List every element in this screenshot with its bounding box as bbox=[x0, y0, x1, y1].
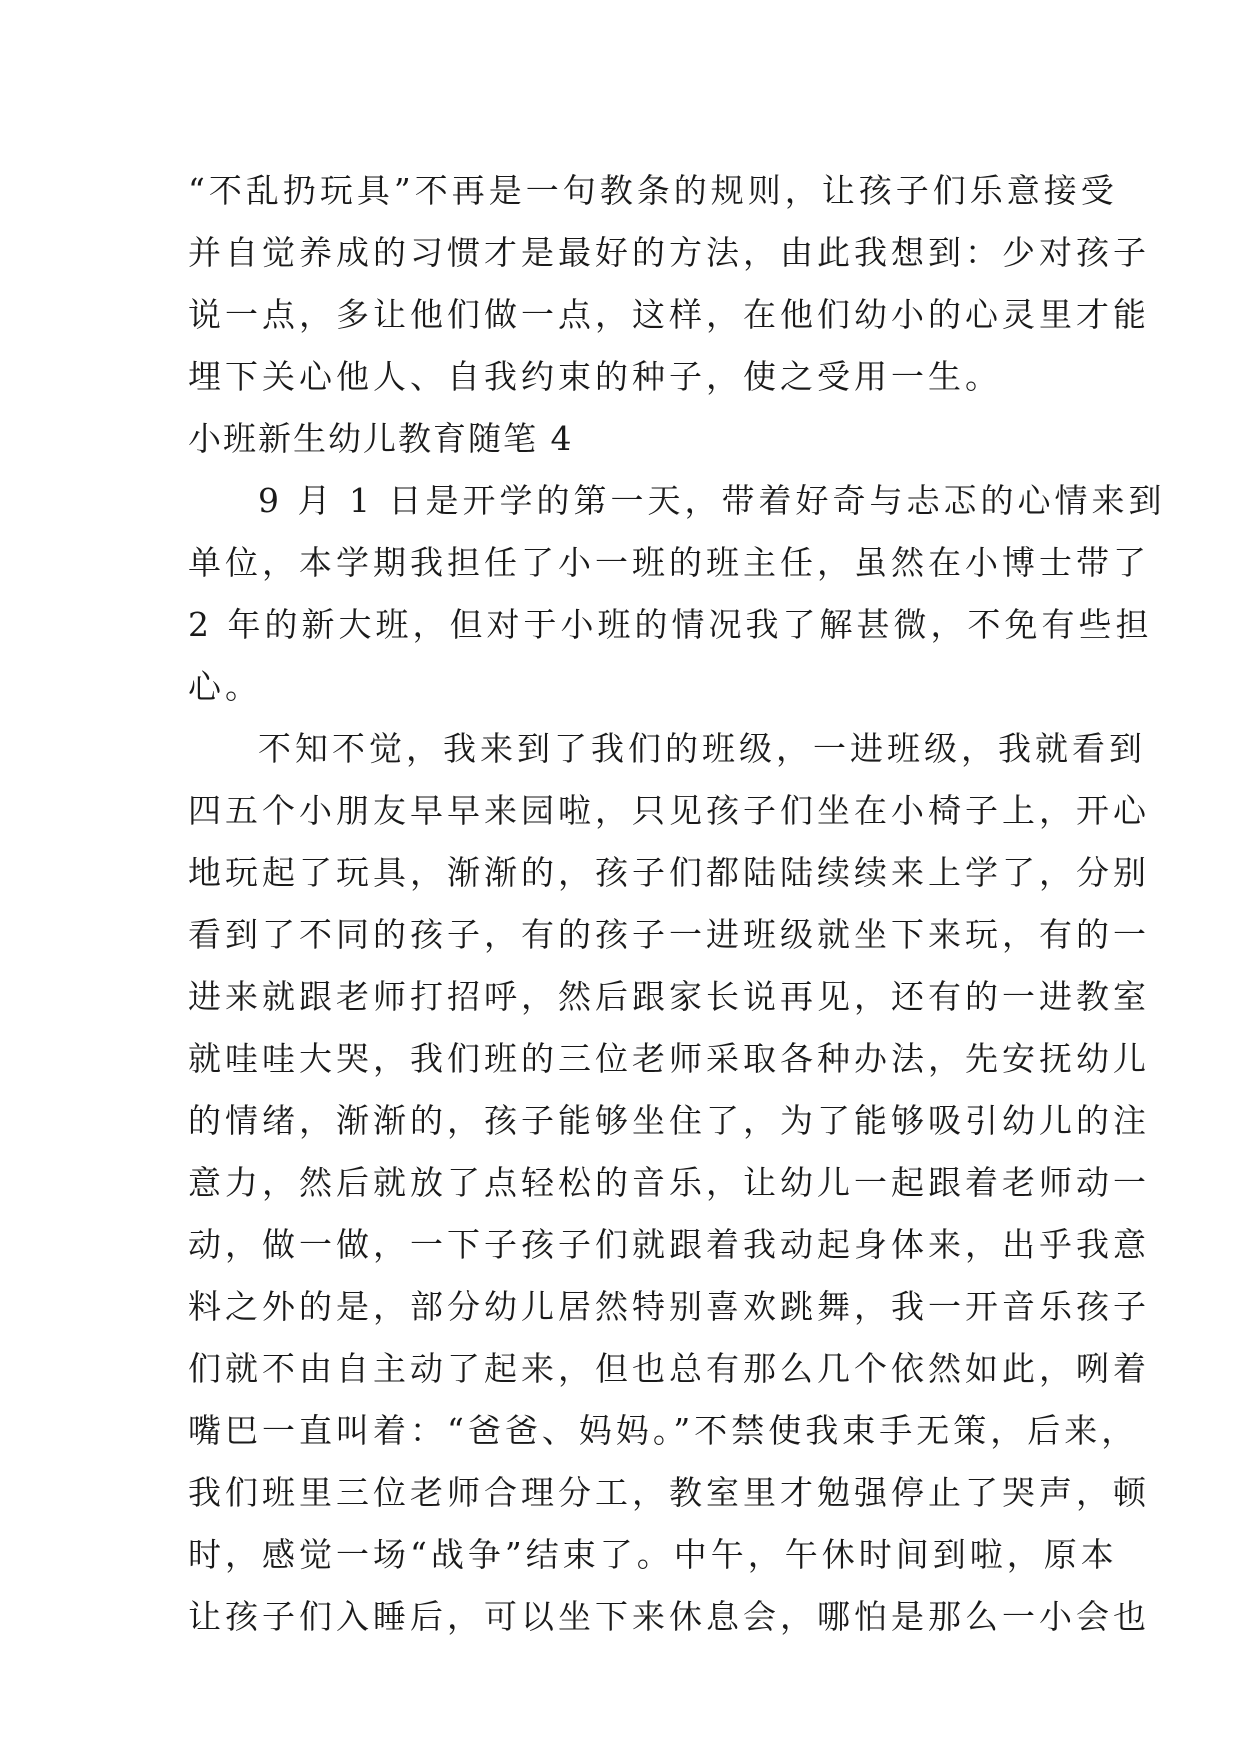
text-line: 的情绪，渐渐的，孩子能够坐住了，为了能够吸引幼儿的注 bbox=[188, 1101, 1150, 1140]
text-line: 四五个小朋友早早来园啦，只见孩子们坐在小椅子上，开心 bbox=[188, 791, 1150, 830]
text-line: 料之外的是，部分幼儿居然特别喜欢跳舞，我一开音乐孩子 bbox=[188, 1287, 1150, 1326]
text-line: 9 月 1 日是开学的第一天，带着好奇与忐忑的心情来到 bbox=[258, 481, 1166, 520]
text-line: 2 年的新大班，但对于小班的情况我了解甚微，不免有些担 bbox=[188, 605, 1153, 644]
paragraph-1 bbox=[188, 470, 1166, 718]
text-line: 就哇哇大哭，我们班的三位老师采取各种办法，先安抚幼儿 bbox=[188, 1039, 1150, 1078]
text-line: 进来就跟老师打招呼，然后跟家长说再见，还有的一进教室 bbox=[188, 977, 1150, 1016]
document-body bbox=[188, 160, 1166, 1648]
text-line: 埋下关心他人、自我约束的种子，使之受用一生。 bbox=[188, 357, 1002, 396]
text-line: 嘴巴一直叫着：“爸爸、妈妈。”不禁使我束手无策，后来， bbox=[188, 1411, 1139, 1450]
text-line: 地玩起了玩具，渐渐的，孩子们都陆陆续续来上学了，分别 bbox=[188, 853, 1150, 892]
text-line: 动，做一做，一下子孩子们就跟着我动起身体来，出乎我意 bbox=[188, 1225, 1150, 1264]
text-line: 心。 bbox=[188, 667, 262, 706]
text-line: 让孩子们入睡后，可以坐下来休息会，哪怕是那么一小会也 bbox=[188, 1597, 1150, 1636]
text-line: 时，感觉一场“战争”结束了。中午，午休时间到啦，原本 bbox=[188, 1535, 1118, 1574]
text-line: 意力，然后就放了点轻松的音乐，让幼儿一起跟着老师动一 bbox=[188, 1163, 1150, 1202]
paragraph-continued bbox=[188, 160, 1150, 408]
text-line: 不知不觉，我来到了我们的班级，一进班级，我就看到 bbox=[258, 729, 1146, 768]
text-line: “不乱扔玩具”不再是一句教条的规则，让孩子们乐意接受 bbox=[188, 171, 1118, 210]
text-line: 看到了不同的孩子，有的孩子一进班级就坐下来玩，有的一 bbox=[188, 915, 1150, 954]
text-line: 单位，本学期我担任了小一班的班主任，虽然在小博士带了 bbox=[188, 543, 1150, 582]
text-line: 我们班里三位老师合理分工，教室里才勉强停止了哭声，顿 bbox=[188, 1473, 1150, 1512]
section-heading: 小班新生幼儿教育随笔 4 bbox=[188, 419, 574, 458]
text-line: 们就不由自主动了起来，但也总有那么几个依然如此，咧着 bbox=[188, 1349, 1150, 1388]
text-line: 并自觉养成的习惯才是最好的方法，由此我想到：少对孩子 bbox=[188, 233, 1150, 272]
paragraph-2 bbox=[188, 718, 1150, 1648]
text-line: 说一点，多让他们做一点，这样，在他们幼小的心灵里才能 bbox=[188, 295, 1150, 334]
